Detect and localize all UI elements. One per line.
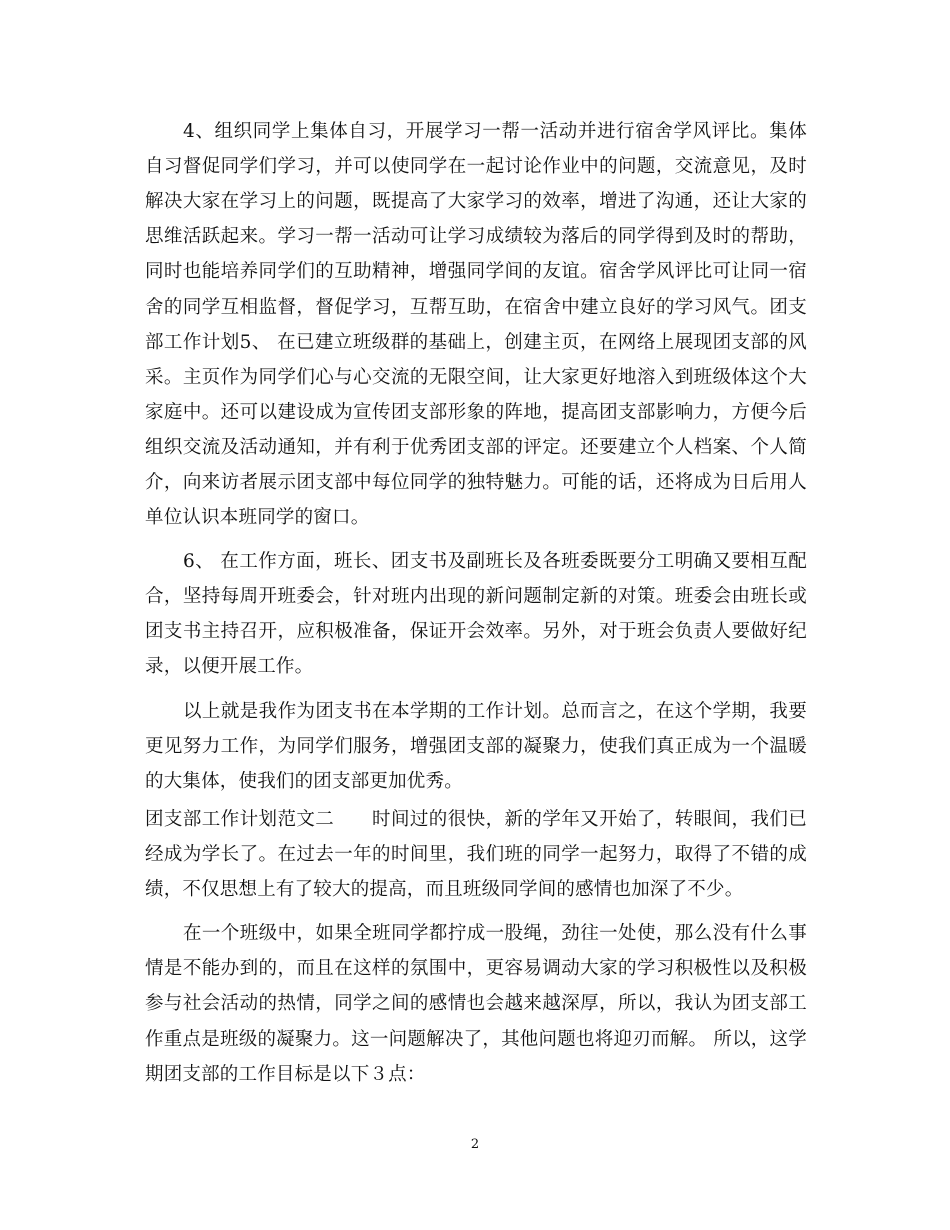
paragraph-4-line-3: 解决大家在学习上的问题，既提高了大家学习的效率，增进了沟通，还让大家的 [145, 191, 807, 212]
paragraph-4-line-12: 单位认识本班同学的窗口。 [145, 507, 370, 528]
paragraph-6-line-2: 合，坚持每周开班委会，针对班内出现的新问题制定新的对策。班委会由班长或 [145, 586, 807, 607]
class-cohesion-line-3: 参与社会活动的热情，同学之间的感情也会越来越深厚，所以，我认为团支部工 [145, 993, 807, 1014]
sample-two-line-3: 绩，不仅思想上有了较大的提高，而且班级同学间的感情也加深了不少。 [145, 879, 744, 900]
paragraph-4-line-2: 自习督促同学们学习，并可以使同学在一起讨论作业中的问题，交流意见，及时 [145, 156, 807, 177]
paragraph-4-line-7: 部工作计划5、 在已建立班级群的基础上，创建主页，在网络上展现团支部的风 [145, 332, 807, 353]
paragraph-4-line-5: 同时也能培养同学们的互助精神，增强同学间的友谊。宿舍学风评比可让同一宿 [145, 261, 807, 282]
paragraph-6-line-3: 团支书主持召开，应积极准备，保证开会效率。另外，对于班会负责人要做好纪 [145, 621, 807, 642]
paragraph-6-line-1: 6、 在工作方面，班长、团支书及副班长及各班委既要分工明确又要相互配 [183, 551, 807, 572]
paragraph-4-line-10: 组织交流及活动通知，并有利于优秀团支部的评定。还要建立个人档案、个人简 [145, 437, 807, 458]
class-cohesion-line-5: 期团支部的工作目标是以下３点： [145, 1064, 426, 1085]
class-cohesion-line-4: 作重点是班级的凝聚力。这一问题解决了，其他问题也将迎刃而解。 所以，这学 [145, 1029, 807, 1050]
paragraph-4-line-4: 思维活跃起来。学习一帮一活动可让学习成绩较为落后的同学得到及时的帮助， [145, 226, 807, 247]
paragraph-4-line-8: 采。主页作为同学们心与心交流的无限空间，让大家更好地溶入到班级体这个大 [145, 367, 807, 388]
summary-line-3: 的大集体，使我们的团支部更加优秀。 [145, 771, 463, 792]
paragraph-4-line-6: 舍的同学互相监督，督促学习，互帮互助，在宿舍中建立良好的学习风气。团支 [145, 297, 807, 318]
sample-two-line-2: 经成为学长了。在过去一年的时间里，我们班的同学一起努力，取得了不错的成 [145, 844, 807, 865]
paragraph-6-line-4: 录，以便开展工作。 [145, 656, 314, 677]
class-cohesion-line-1: 在一个班级中，如果全班同学都拧成一股绳，劲往一处使，那么没有什么事 [183, 923, 807, 944]
paragraph-4-line-9: 家庭中。还可以建设成为宣传团支部形象的阵地，提高团支部影响力，方便今后 [145, 402, 807, 423]
sample-two-line-1: 团支部工作计划范文二 时间过的很快，新的学年又开始了，转眼间，我们已 [145, 809, 807, 830]
class-cohesion-line-2: 情是不能办到的，而且在这样的氛围中，更容易调动大家的学习积极性以及积极 [145, 958, 807, 979]
summary-line-1: 以上就是我作为团支书在本学期的工作计划。总而言之，在这个学期，我要 [183, 701, 807, 722]
paragraph-4-line-1: 4、组织同学上集体自习，开展学习一帮一活动并进行宿舍学风评比。集体 [183, 121, 807, 142]
summary-line-2: 更见努力工作，为同学们服务，增强团支部的凝聚力，使我们真正成为一个温暖 [145, 736, 807, 757]
paragraph-4-line-11: 介，向来访者展示团支部中每位同学的独特魅力。可能的话，还将成为日后用人 [145, 472, 807, 493]
page-number: 2 [470, 1137, 480, 1152]
